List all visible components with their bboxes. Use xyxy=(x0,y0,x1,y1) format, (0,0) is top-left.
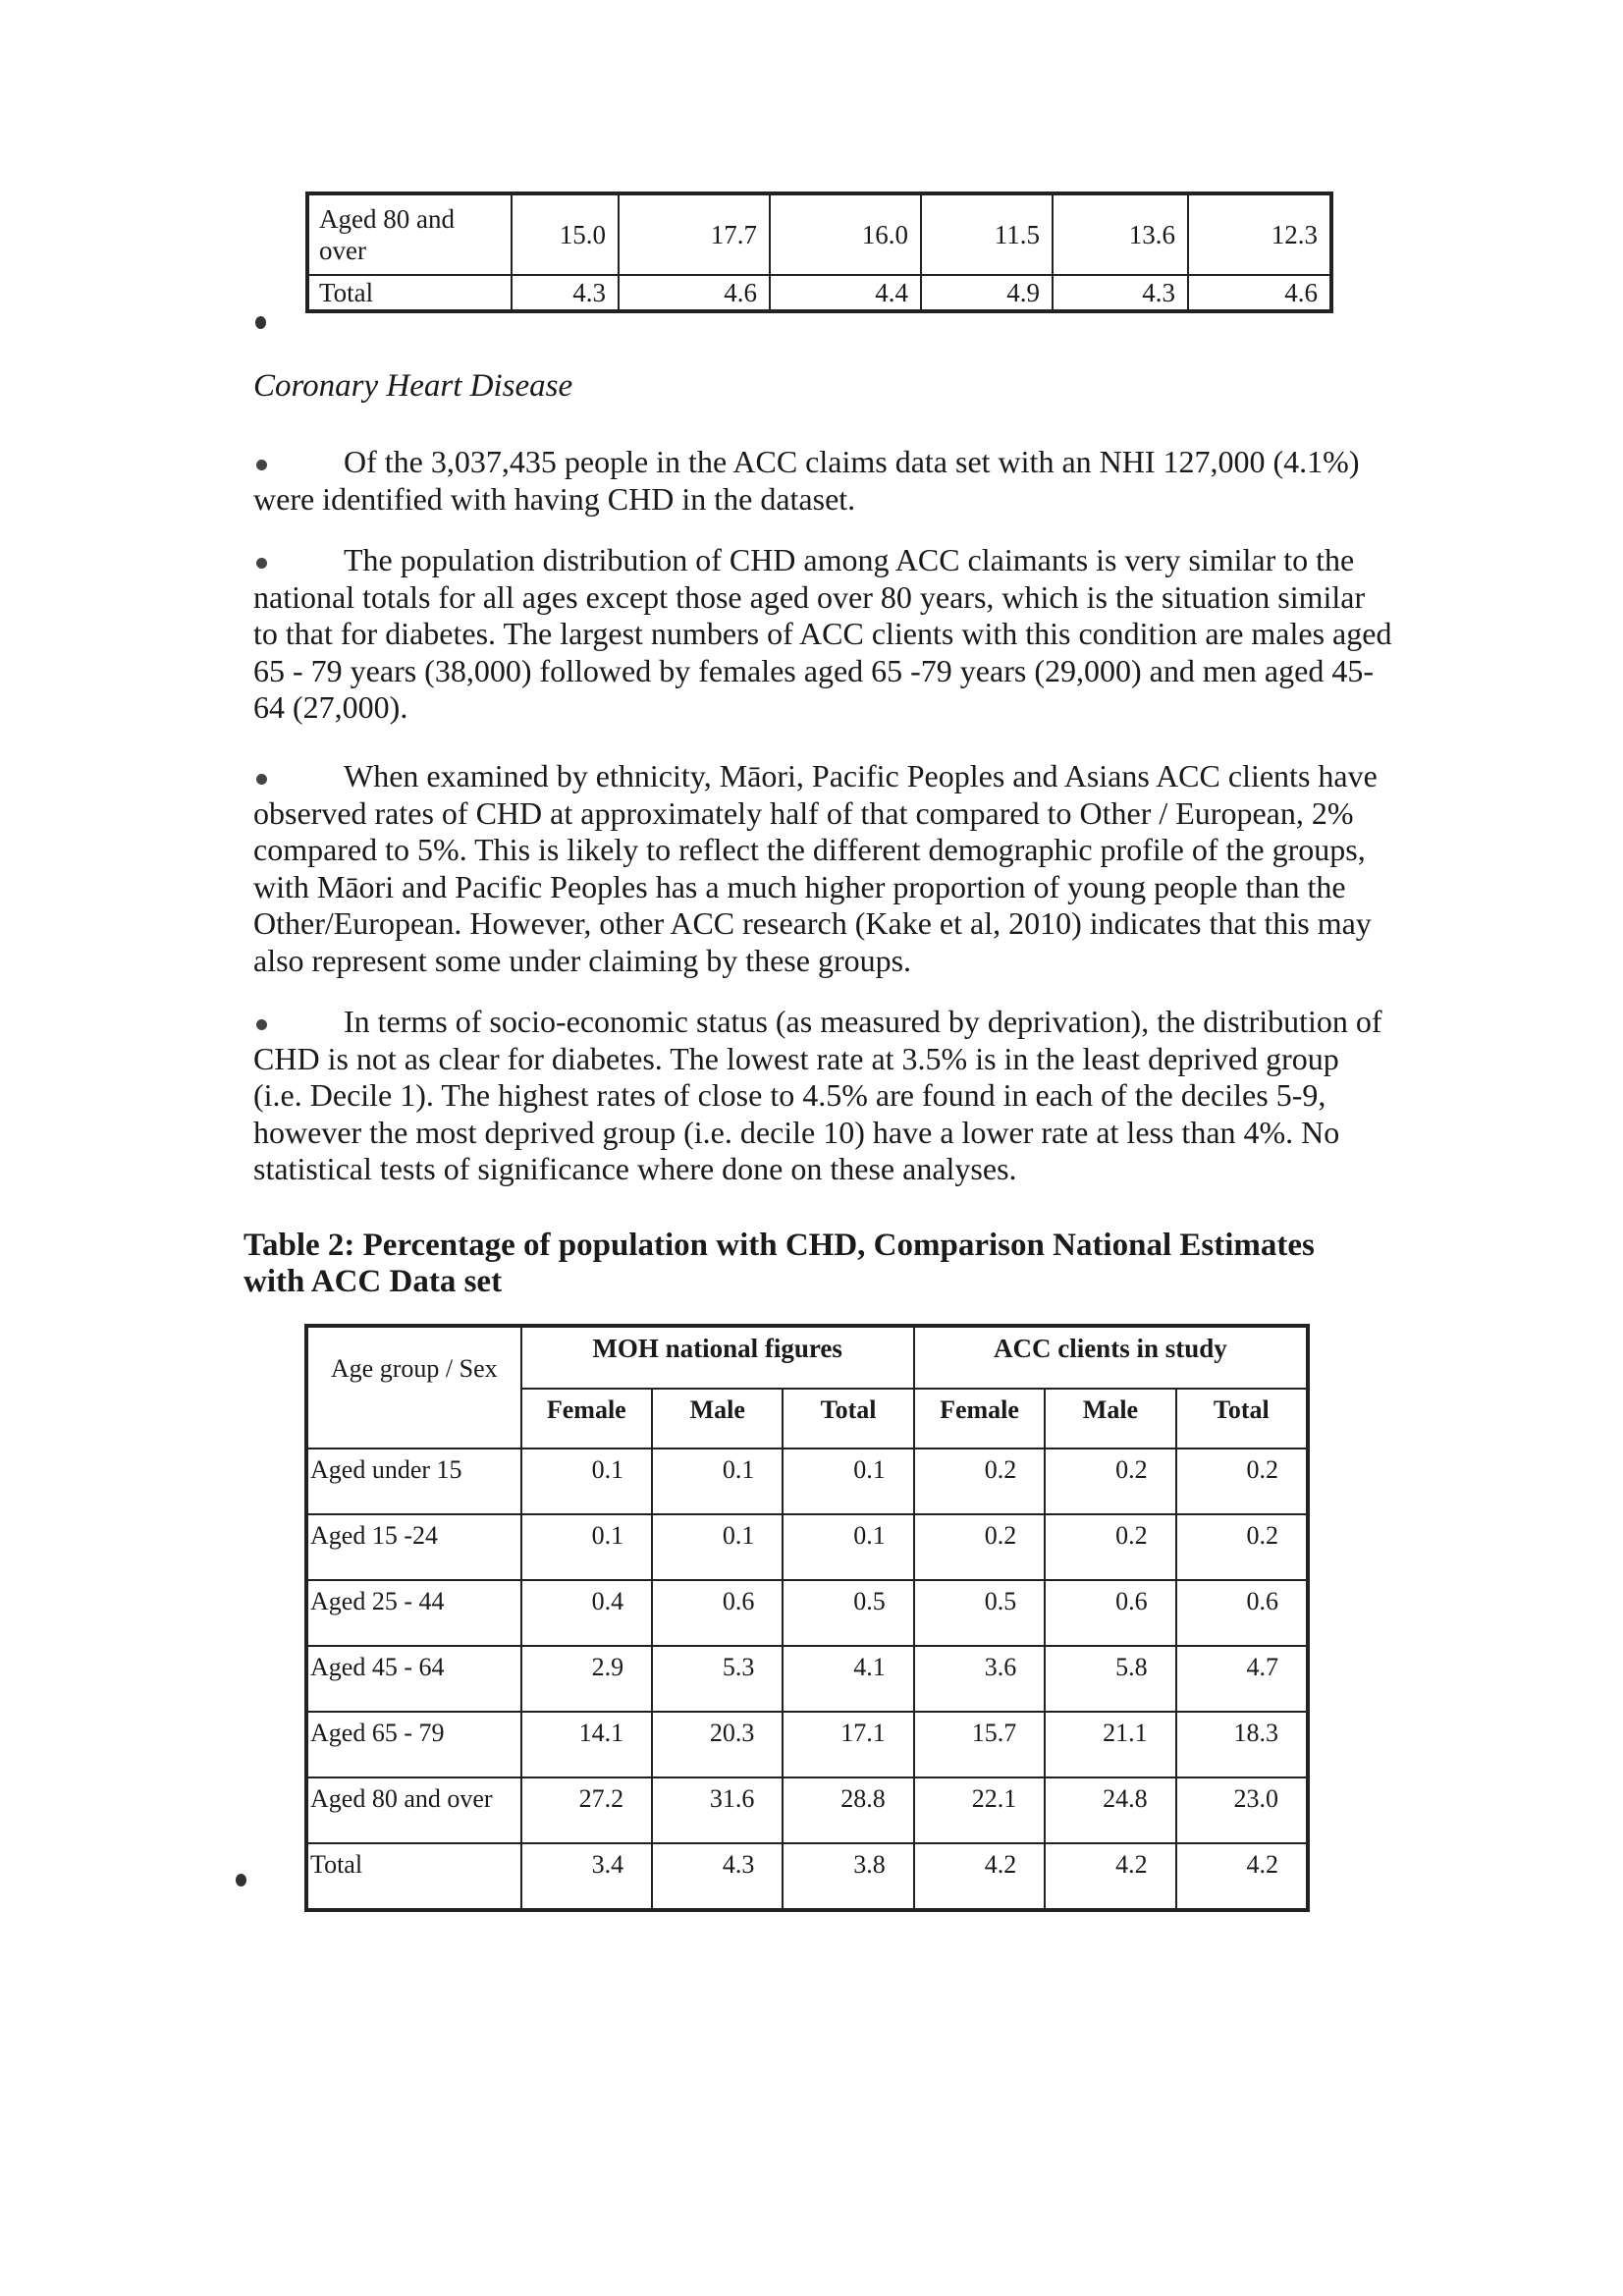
table-cell: 0.2 xyxy=(914,1449,1046,1514)
column-header: Total xyxy=(1176,1389,1308,1449)
table-cell: 31.6 xyxy=(652,1777,783,1843)
table-row xyxy=(307,275,1331,311)
bullet-dot-icon xyxy=(255,316,266,329)
table-cell: 0.6 xyxy=(652,1580,783,1646)
column-header: Female xyxy=(914,1389,1046,1449)
table-cell: 17.1 xyxy=(783,1712,913,1777)
table-cell: 5.3 xyxy=(652,1646,783,1712)
row-label: Total xyxy=(306,1843,521,1910)
table-cell: 4.3 xyxy=(652,1843,783,1910)
table-cell: 0.5 xyxy=(783,1580,913,1646)
row-label: Aged 65 - 79 xyxy=(306,1712,521,1777)
table-cell: 23.0 xyxy=(1176,1777,1308,1843)
paragraph xyxy=(253,1004,1392,1188)
table-cell: 0.1 xyxy=(783,1514,913,1580)
row-header: Age group / Sex xyxy=(306,1326,521,1449)
table-cell: 0.2 xyxy=(1045,1514,1175,1580)
table-cell: 28.8 xyxy=(783,1777,913,1843)
paragraph-text: In terms of socio-economic status (as measured by deprivation), the distribution of CHD is not as clear for diabetes. The lowest rate at 3.5% is in the least deprived group (i.e. Decile 1). The highest rates of close to 4.5% are found in each of the deciles 5-9, however the most deprived group (i.e. decile 10) have a lower rate at less than 4%. No statistical tests of significance where done on these analyses. xyxy=(253,1004,1382,1186)
table-cell: 12.3 xyxy=(1188,193,1331,275)
bullet-dot-icon xyxy=(236,1874,246,1886)
table-cell: 17.7 xyxy=(619,193,770,275)
table-row xyxy=(306,1514,1308,1580)
group-header-acc: ACC clients in study xyxy=(914,1326,1308,1389)
continued-table xyxy=(305,191,1333,313)
paragraph-text: The population distribution of CHD among ACC claimants is very similar to the national totals for all ages except those aged over 80 years, which is the situation similar to that for diabetes. The largest numbers of ACC clients with this condition are males aged 65 - 79 years (38,000) followed by females aged 65 -79 years (29,000) and men aged 45-64 (27,000). xyxy=(253,542,1392,725)
table-cell: 0.1 xyxy=(521,1449,653,1514)
table-row xyxy=(306,1843,1308,1910)
table-cell: 0.2 xyxy=(1176,1514,1308,1580)
paragraph xyxy=(253,758,1392,979)
table-cell: 0.6 xyxy=(1045,1580,1175,1646)
row-label: Aged 25 - 44 xyxy=(306,1580,521,1646)
table-cell: 3.8 xyxy=(783,1843,913,1910)
table-cell: 0.1 xyxy=(783,1449,913,1514)
table-row xyxy=(306,1777,1308,1843)
paragraph-text: When examined by ethnicity, Māori, Pacific Peoples and Asians ACC clients have observed rates of CHD at approximately half of that compared to Other / European, 2% compared to 5%. This is likely to reflect the different demographic profile of the groups, with Māori and Pacific Peoples has a much higher proportion of young people than the Other/European. However, other ACC research (Kake et al, 2010) indicates that this may also represent some under claiming by these groups. xyxy=(253,758,1378,978)
table-cell: 18.3 xyxy=(1176,1712,1308,1777)
table-cell: 4.3 xyxy=(512,275,619,311)
paragraph xyxy=(253,542,1392,727)
table-cell: 4.2 xyxy=(914,1843,1046,1910)
table-cell: 24.8 xyxy=(1045,1777,1175,1843)
table-cell: 3.4 xyxy=(521,1843,653,1910)
table-caption: Table 2: Percentage of population with CHD, Comparison National Estimates with ACC Data set xyxy=(243,1228,1315,1299)
table-cell: 4.7 xyxy=(1176,1646,1308,1712)
table-cell: 4.3 xyxy=(1053,275,1188,311)
table-cell: 0.5 xyxy=(914,1580,1046,1646)
table-row xyxy=(306,1712,1308,1777)
table-cell: 16.0 xyxy=(770,193,921,275)
table-row xyxy=(306,1580,1308,1646)
column-header: Female xyxy=(521,1389,653,1449)
table-cell: 0.2 xyxy=(914,1514,1046,1580)
column-header: Male xyxy=(1045,1389,1175,1449)
row-label: Aged 15 -24 xyxy=(306,1514,521,1580)
table-cell: 5.8 xyxy=(1045,1646,1175,1712)
table-cell: 14.1 xyxy=(521,1712,653,1777)
table-cell: 22.1 xyxy=(914,1777,1046,1843)
table-cell: 27.2 xyxy=(521,1777,653,1843)
table-cell: 0.4 xyxy=(521,1580,653,1646)
table-cell: 0.1 xyxy=(652,1514,783,1580)
table-cell: 4.9 xyxy=(921,275,1053,311)
column-header: Total xyxy=(783,1389,913,1449)
row-label: Aged under 15 xyxy=(306,1449,521,1514)
column-header: Male xyxy=(652,1389,783,1449)
table-cell: 4.4 xyxy=(770,275,921,311)
table-cell: 2.9 xyxy=(521,1646,653,1712)
row-label: Aged 80 and over xyxy=(306,1777,521,1843)
table-cell: 0.6 xyxy=(1176,1580,1308,1646)
row-label: Aged 80 and over xyxy=(307,193,512,275)
table-cell: 3.6 xyxy=(914,1646,1046,1712)
table-cell: 20.3 xyxy=(652,1712,783,1777)
table-row xyxy=(307,193,1331,275)
table-cell: 15.7 xyxy=(914,1712,1046,1777)
header-row xyxy=(306,1326,1308,1389)
paragraph-text: Of the 3,037,435 people in the ACC claims data set with an NHI 127,000 (4.1%) were identified with having CHD in the dataset. xyxy=(253,444,1360,517)
table-cell: 15.0 xyxy=(512,193,619,275)
table-cell: 4.2 xyxy=(1045,1843,1175,1910)
table-cell: 0.1 xyxy=(652,1449,783,1514)
table-cell: 4.1 xyxy=(783,1646,913,1712)
row-label: Aged 45 - 64 xyxy=(306,1646,521,1712)
table-cell: 0.2 xyxy=(1045,1449,1175,1514)
chd-comparison-table xyxy=(304,1324,1310,1912)
table-row xyxy=(306,1449,1308,1514)
table-cell: 4.2 xyxy=(1176,1843,1308,1910)
table-cell: 0.2 xyxy=(1176,1449,1308,1514)
table-cell: 4.6 xyxy=(1188,275,1331,311)
table-cell: 11.5 xyxy=(921,193,1053,275)
group-header-moh: MOH national figures xyxy=(521,1326,914,1389)
paragraph xyxy=(253,444,1392,518)
table-cell: 21.1 xyxy=(1045,1712,1175,1777)
section-heading: Coronary Heart Disease xyxy=(253,368,573,404)
table-row xyxy=(306,1646,1308,1712)
table-cell: 4.6 xyxy=(619,275,770,311)
table-cell: 13.6 xyxy=(1053,193,1188,275)
table-cell: 0.1 xyxy=(521,1514,653,1580)
row-label: Total xyxy=(307,275,512,311)
